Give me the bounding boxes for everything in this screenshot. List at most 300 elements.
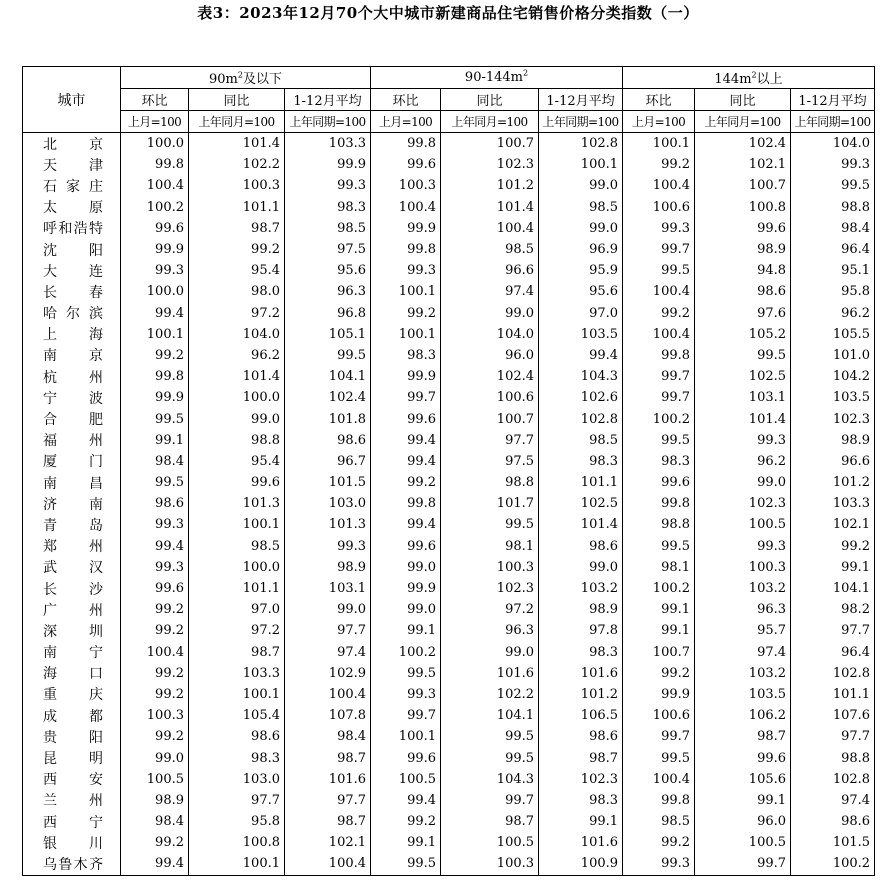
sub-header-row <box>23 89 875 111</box>
index-value-cell: 99.6 <box>371 408 441 429</box>
index-value-cell: 107.8 <box>285 705 371 726</box>
index-value-cell: 100.5 <box>695 514 791 535</box>
index-value-cell: 98.8 <box>623 514 695 535</box>
unit-header-cell: 上月=100 <box>623 111 695 133</box>
index-value-cell: 99.2 <box>121 663 189 684</box>
superscript: 2 <box>237 70 243 80</box>
index-value-cell: 99.3 <box>791 154 875 175</box>
index-value-cell: 99.6 <box>371 154 441 175</box>
table-row <box>23 197 875 218</box>
table-row <box>23 133 875 155</box>
index-value-cell: 101.4 <box>189 366 285 387</box>
index-value-cell: 99.0 <box>539 218 623 239</box>
unit-header-cell: 上月=100 <box>371 111 441 133</box>
city-cell: 宁波 <box>23 387 121 408</box>
index-value-cell: 100.5 <box>371 769 441 790</box>
index-value-cell: 97.7 <box>285 620 371 641</box>
index-value-cell: 99.7 <box>623 366 695 387</box>
city-cell: 西安 <box>23 769 121 790</box>
index-value-cell: 102.3 <box>695 493 791 514</box>
index-value-cell: 103.3 <box>285 133 371 155</box>
table-row <box>23 811 875 832</box>
index-value-cell: 103.0 <box>189 769 285 790</box>
index-value-cell: 101.6 <box>539 663 623 684</box>
index-value-cell: 99.5 <box>441 747 539 768</box>
index-value-cell: 100.2 <box>623 578 695 599</box>
index-value-cell: 99.2 <box>121 345 189 366</box>
index-value-cell: 96.4 <box>791 239 875 260</box>
superscript: 2 <box>523 68 529 78</box>
index-value-cell: 96.4 <box>791 642 875 663</box>
price-index-table <box>22 66 875 876</box>
index-value-cell: 99.3 <box>285 536 371 557</box>
city-cell: 福州 <box>23 430 121 451</box>
index-value-cell: 99.1 <box>695 790 791 811</box>
index-value-cell: 99.2 <box>121 620 189 641</box>
index-value-cell: 99.3 <box>121 557 189 578</box>
index-value-cell: 103.2 <box>695 663 791 684</box>
index-value-cell: 100.2 <box>371 642 441 663</box>
city-cell: 大连 <box>23 260 121 281</box>
index-value-cell: 99.5 <box>441 726 539 747</box>
index-value-cell: 98.3 <box>539 451 623 472</box>
city-cell: 南宁 <box>23 642 121 663</box>
index-value-cell: 98.4 <box>285 726 371 747</box>
city-cell: 青岛 <box>23 514 121 535</box>
table-row <box>23 408 875 429</box>
index-value-cell: 98.6 <box>539 536 623 557</box>
index-value-cell: 95.9 <box>539 260 623 281</box>
index-value-cell: 99.1 <box>121 430 189 451</box>
index-value-cell: 99.8 <box>371 133 441 155</box>
table-header <box>23 67 875 133</box>
index-value-cell: 98.5 <box>539 197 623 218</box>
index-value-cell: 99.8 <box>623 790 695 811</box>
table-row <box>23 832 875 853</box>
index-value-cell: 96.0 <box>441 345 539 366</box>
index-value-cell: 101.6 <box>539 832 623 853</box>
index-value-cell: 99.3 <box>121 260 189 281</box>
index-value-cell: 104.1 <box>791 578 875 599</box>
index-value-cell: 99.2 <box>121 726 189 747</box>
index-value-cell: 100.1 <box>121 324 189 345</box>
index-value-cell: 100.8 <box>695 197 791 218</box>
index-value-cell: 104.2 <box>791 366 875 387</box>
group-header-small <box>121 67 371 89</box>
index-value-cell: 101.2 <box>791 472 875 493</box>
index-value-cell: 102.4 <box>285 387 371 408</box>
index-value-cell: 101.8 <box>285 408 371 429</box>
index-value-cell: 99.4 <box>121 303 189 324</box>
index-value-cell: 106.2 <box>695 705 791 726</box>
index-value-cell: 99.0 <box>441 642 539 663</box>
index-value-cell: 99.8 <box>121 366 189 387</box>
index-value-cell: 102.8 <box>539 408 623 429</box>
city-cell: 合肥 <box>23 408 121 429</box>
index-value-cell: 102.2 <box>189 154 285 175</box>
index-value-cell: 102.5 <box>539 493 623 514</box>
index-value-cell: 101.0 <box>791 345 875 366</box>
index-value-cell: 101.5 <box>791 832 875 853</box>
table-row <box>23 345 875 366</box>
index-value-cell: 98.7 <box>441 811 539 832</box>
index-value-cell: 99.5 <box>371 853 441 875</box>
index-value-cell: 101.1 <box>189 197 285 218</box>
document-title: 表3：2023年12月70个大中城市新建商品住宅销售价格分类指数（一） <box>197 4 699 22</box>
sub-header-cell: 同比 <box>189 89 285 111</box>
index-value-cell: 99.5 <box>791 175 875 196</box>
table-row <box>23 705 875 726</box>
city-cell: 南昌 <box>23 472 121 493</box>
index-value-cell: 107.6 <box>791 705 875 726</box>
city-cell: 太原 <box>23 197 121 218</box>
index-value-cell: 99.6 <box>623 472 695 493</box>
index-value-cell: 99.0 <box>539 557 623 578</box>
index-value-cell: 100.2 <box>623 408 695 429</box>
index-value-cell: 100.4 <box>623 769 695 790</box>
index-value-cell: 99.1 <box>791 557 875 578</box>
index-value-cell: 100.6 <box>623 197 695 218</box>
group-label: 90-144m <box>464 70 523 85</box>
index-value-cell: 99.9 <box>121 239 189 260</box>
index-value-cell: 99.2 <box>371 303 441 324</box>
index-value-cell: 99.3 <box>623 853 695 875</box>
index-value-cell: 96.8 <box>285 303 371 324</box>
index-value-cell: 99.2 <box>623 663 695 684</box>
index-value-cell: 103.5 <box>695 684 791 705</box>
city-cell: 沈阳 <box>23 239 121 260</box>
index-value-cell: 99.0 <box>371 557 441 578</box>
index-value-cell: 100.4 <box>371 197 441 218</box>
index-value-cell: 99.0 <box>371 599 441 620</box>
index-value-cell: 102.6 <box>539 387 623 408</box>
table-row <box>23 514 875 535</box>
city-cell: 呼和浩特 <box>23 218 121 239</box>
index-value-cell: 97.5 <box>285 239 371 260</box>
index-value-cell: 100.1 <box>189 853 285 875</box>
city-column-header: 城市 <box>23 67 121 133</box>
index-value-cell: 99.3 <box>371 684 441 705</box>
table-row <box>23 747 875 768</box>
index-value-cell: 99.9 <box>121 387 189 408</box>
index-value-cell: 99.5 <box>623 747 695 768</box>
sub-header-cell: 1-12月平均 <box>539 89 623 111</box>
index-value-cell: 100.0 <box>121 281 189 302</box>
index-value-cell: 99.1 <box>539 811 623 832</box>
index-value-cell: 97.4 <box>285 642 371 663</box>
index-value-cell: 99.7 <box>695 853 791 875</box>
city-cell: 南京 <box>23 345 121 366</box>
index-value-cell: 100.4 <box>121 642 189 663</box>
table-row <box>23 620 875 641</box>
city-cell: 西宁 <box>23 811 121 832</box>
group-header-medium <box>371 67 623 89</box>
index-value-cell: 104.1 <box>285 366 371 387</box>
unit-header-cell: 上年同期=100 <box>791 111 875 133</box>
unit-header-cell: 上年同月=100 <box>695 111 791 133</box>
index-value-cell: 95.7 <box>695 620 791 641</box>
index-value-cell: 98.6 <box>189 726 285 747</box>
index-value-cell: 103.2 <box>539 578 623 599</box>
index-value-cell: 98.5 <box>539 430 623 451</box>
index-value-cell: 98.3 <box>285 197 371 218</box>
index-value-cell: 99.4 <box>371 430 441 451</box>
sub-header-cell: 同比 <box>695 89 791 111</box>
index-value-cell: 97.7 <box>441 430 539 451</box>
index-value-cell: 98.7 <box>189 218 285 239</box>
index-value-cell: 103.1 <box>285 578 371 599</box>
index-value-cell: 99.2 <box>371 811 441 832</box>
index-value-cell: 100.0 <box>189 557 285 578</box>
city-cell: 天津 <box>23 154 121 175</box>
table-row <box>23 324 875 345</box>
index-value-cell: 105.1 <box>285 324 371 345</box>
city-cell: 深圳 <box>23 620 121 641</box>
table-row <box>23 536 875 557</box>
index-value-cell: 103.3 <box>189 663 285 684</box>
city-cell: 广州 <box>23 599 121 620</box>
table-row <box>23 175 875 196</box>
index-value-cell: 99.7 <box>623 726 695 747</box>
index-value-cell: 100.4 <box>623 324 695 345</box>
index-value-cell: 97.2 <box>189 303 285 324</box>
index-value-cell: 99.4 <box>539 345 623 366</box>
index-value-cell: 100.8 <box>189 832 285 853</box>
index-value-cell: 99.3 <box>121 514 189 535</box>
index-value-cell: 98.4 <box>121 811 189 832</box>
index-value-cell: 99.0 <box>441 303 539 324</box>
index-value-cell: 100.3 <box>371 175 441 196</box>
index-value-cell: 102.1 <box>285 832 371 853</box>
index-value-cell: 101.4 <box>189 133 285 155</box>
index-value-cell: 104.0 <box>189 324 285 345</box>
city-cell: 北京 <box>23 133 121 155</box>
index-value-cell: 101.4 <box>539 514 623 535</box>
index-value-cell: 101.1 <box>189 578 285 599</box>
index-value-cell: 102.3 <box>791 408 875 429</box>
index-value-cell: 101.2 <box>539 684 623 705</box>
index-value-cell: 100.5 <box>695 832 791 853</box>
index-value-cell: 97.2 <box>189 620 285 641</box>
index-value-cell: 99.9 <box>371 366 441 387</box>
city-cell: 兰州 <box>23 790 121 811</box>
index-value-cell: 99.6 <box>189 472 285 493</box>
index-value-cell: 99.5 <box>121 408 189 429</box>
index-value-cell: 100.6 <box>441 387 539 408</box>
index-value-cell: 98.7 <box>189 642 285 663</box>
index-value-cell: 100.9 <box>539 853 623 875</box>
table-row <box>23 769 875 790</box>
index-value-cell: 100.4 <box>285 684 371 705</box>
city-cell: 重庆 <box>23 684 121 705</box>
city-cell: 杭州 <box>23 366 121 387</box>
table-row <box>23 726 875 747</box>
index-value-cell: 101.1 <box>791 684 875 705</box>
index-value-cell: 100.3 <box>121 705 189 726</box>
index-value-cell: 99.2 <box>121 684 189 705</box>
index-value-cell: 98.8 <box>441 472 539 493</box>
index-value-cell: 100.4 <box>623 175 695 196</box>
index-value-cell: 96.3 <box>441 620 539 641</box>
index-value-cell: 104.1 <box>441 705 539 726</box>
index-value-cell: 99.2 <box>791 536 875 557</box>
index-value-cell: 103.3 <box>791 493 875 514</box>
index-value-cell: 100.4 <box>623 281 695 302</box>
city-cell: 武汉 <box>23 557 121 578</box>
index-value-cell: 99.7 <box>371 387 441 408</box>
index-value-cell: 98.9 <box>121 790 189 811</box>
index-value-cell: 98.9 <box>791 430 875 451</box>
index-value-cell: 98.9 <box>285 557 371 578</box>
index-value-cell: 105.2 <box>695 324 791 345</box>
index-value-cell: 95.1 <box>791 260 875 281</box>
index-value-cell: 98.3 <box>189 747 285 768</box>
index-value-cell: 104.3 <box>441 769 539 790</box>
index-value-cell: 99.3 <box>285 175 371 196</box>
index-value-cell: 102.5 <box>695 366 791 387</box>
index-value-cell: 102.8 <box>791 769 875 790</box>
index-value-cell: 99.1 <box>623 599 695 620</box>
index-value-cell: 98.6 <box>695 281 791 302</box>
index-value-cell: 102.3 <box>539 769 623 790</box>
table-row <box>23 387 875 408</box>
index-value-cell: 101.7 <box>441 493 539 514</box>
index-value-cell: 101.4 <box>695 408 791 429</box>
index-value-cell: 99.2 <box>121 599 189 620</box>
city-cell: 郑州 <box>23 536 121 557</box>
index-value-cell: 97.4 <box>695 642 791 663</box>
index-value-cell: 98.5 <box>285 218 371 239</box>
index-value-cell: 99.2 <box>189 239 285 260</box>
index-value-cell: 101.1 <box>539 472 623 493</box>
index-value-cell: 95.6 <box>285 260 371 281</box>
unit-header-cell: 上年同月=100 <box>441 111 539 133</box>
index-value-cell: 102.3 <box>441 154 539 175</box>
index-value-cell: 100.1 <box>371 726 441 747</box>
index-value-cell: 100.0 <box>121 133 189 155</box>
table-row <box>23 154 875 175</box>
index-value-cell: 99.2 <box>623 832 695 853</box>
index-value-cell: 99.5 <box>441 514 539 535</box>
index-value-cell: 98.2 <box>791 599 875 620</box>
index-value-cell: 100.2 <box>791 853 875 875</box>
sub-header-cell: 1-12月平均 <box>791 89 875 111</box>
group-label-suffix: 及以下 <box>242 72 282 87</box>
index-value-cell: 99.4 <box>371 790 441 811</box>
group-label-suffix: 以上 <box>756 72 783 87</box>
index-value-cell: 101.4 <box>441 197 539 218</box>
index-value-cell: 101.5 <box>285 472 371 493</box>
index-value-cell: 99.8 <box>371 239 441 260</box>
city-cell: 银川 <box>23 832 121 853</box>
index-value-cell: 97.4 <box>441 281 539 302</box>
index-value-cell: 96.9 <box>539 239 623 260</box>
index-value-cell: 99.0 <box>285 599 371 620</box>
index-value-cell: 96.0 <box>695 811 791 832</box>
index-value-cell: 97.5 <box>441 451 539 472</box>
index-value-cell: 102.2 <box>441 684 539 705</box>
index-value-cell: 99.5 <box>695 345 791 366</box>
city-cell: 济南 <box>23 493 121 514</box>
index-value-cell: 96.3 <box>695 599 791 620</box>
index-value-cell: 100.1 <box>623 133 695 155</box>
index-value-cell: 98.8 <box>791 747 875 768</box>
index-value-cell: 105.4 <box>189 705 285 726</box>
index-value-cell: 104.0 <box>441 324 539 345</box>
index-value-cell: 94.8 <box>695 260 791 281</box>
unit-header-cell: 上年同月=100 <box>189 111 285 133</box>
sub-header-cell: 环比 <box>623 89 695 111</box>
index-value-cell: 98.7 <box>285 811 371 832</box>
index-value-cell: 99.8 <box>623 493 695 514</box>
index-value-cell: 99.1 <box>371 832 441 853</box>
index-value-cell: 99.5 <box>623 430 695 451</box>
table-row <box>23 366 875 387</box>
index-value-cell: 96.2 <box>695 451 791 472</box>
index-value-cell: 102.4 <box>441 366 539 387</box>
index-value-cell: 105.6 <box>695 769 791 790</box>
index-value-cell: 99.4 <box>121 853 189 875</box>
table-row <box>23 853 875 875</box>
index-value-cell: 98.8 <box>791 197 875 218</box>
index-value-cell: 102.9 <box>285 663 371 684</box>
unit-header-cell: 上年同期=100 <box>285 111 371 133</box>
index-value-cell: 95.6 <box>539 281 623 302</box>
index-value-cell: 103.0 <box>285 493 371 514</box>
city-cell: 长沙 <box>23 578 121 599</box>
index-value-cell: 99.9 <box>285 154 371 175</box>
index-value-cell: 100.3 <box>441 557 539 578</box>
index-value-cell: 99.8 <box>623 345 695 366</box>
index-value-cell: 99.6 <box>121 578 189 599</box>
table-row <box>23 790 875 811</box>
city-cell: 海口 <box>23 663 121 684</box>
city-cell: 厦门 <box>23 451 121 472</box>
index-value-cell: 100.5 <box>121 769 189 790</box>
index-value-cell: 100.2 <box>121 197 189 218</box>
index-value-cell: 98.7 <box>285 747 371 768</box>
index-value-cell: 96.6 <box>791 451 875 472</box>
table-row <box>23 430 875 451</box>
table-row <box>23 281 875 302</box>
index-value-cell: 96.2 <box>791 303 875 324</box>
index-value-cell: 99.0 <box>189 408 285 429</box>
index-value-cell: 100.5 <box>441 832 539 853</box>
index-value-cell: 100.3 <box>695 557 791 578</box>
index-value-cell: 98.1 <box>623 557 695 578</box>
index-value-cell: 100.7 <box>441 133 539 155</box>
group-label: 144m <box>714 72 752 87</box>
index-value-cell: 101.3 <box>285 514 371 535</box>
index-value-cell: 99.6 <box>695 218 791 239</box>
index-value-cell: 100.1 <box>539 154 623 175</box>
group-header-large <box>623 67 875 89</box>
index-value-cell: 98.5 <box>441 239 539 260</box>
index-value-cell: 99.8 <box>121 154 189 175</box>
index-value-cell: 96.3 <box>285 281 371 302</box>
city-cell: 成都 <box>23 705 121 726</box>
index-value-cell: 99.7 <box>441 790 539 811</box>
table-row <box>23 493 875 514</box>
index-value-cell: 98.9 <box>695 239 791 260</box>
index-value-cell: 102.1 <box>695 154 791 175</box>
index-value-cell: 104.3 <box>539 366 623 387</box>
index-value-cell: 101.6 <box>285 769 371 790</box>
index-value-cell: 99.5 <box>623 260 695 281</box>
index-value-cell: 96.6 <box>441 260 539 281</box>
index-value-cell: 97.7 <box>189 790 285 811</box>
unit-header-row <box>23 111 875 133</box>
